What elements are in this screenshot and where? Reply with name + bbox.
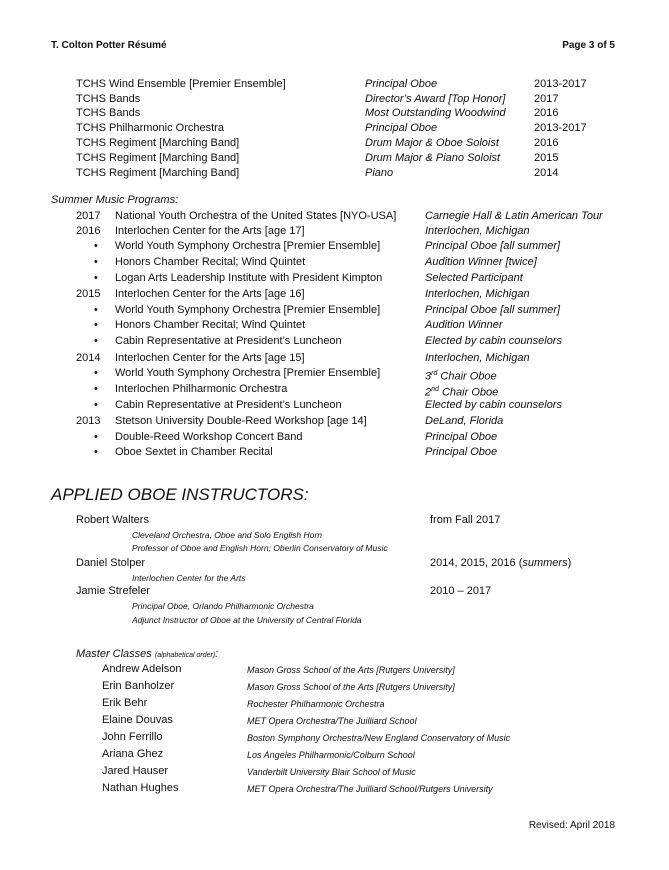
table-row: [0, 106, 669, 121]
master-class-name: John Ferrillo: [102, 731, 163, 743]
program-year: 2013: [76, 415, 101, 427]
master-class-school: Boston Symphony Orchestra/New England Conservatory of Music: [247, 733, 511, 743]
master-classes-heading: Master Classes (alphabetical order):: [76, 648, 219, 660]
bullet: •: [94, 304, 98, 316]
table-row: [0, 121, 669, 136]
band-year: 2014: [534, 167, 559, 179]
list-item: [0, 209, 669, 224]
band-role: Piano: [365, 167, 394, 179]
instructor-detail: Adjunct Instructor of Oboe at the University of Central Florida: [132, 615, 362, 625]
list-item: [0, 287, 669, 302]
program-name: World Youth Symphony Orchestra [Premier Ensemble]: [115, 304, 381, 316]
band-role: Principal Oboe: [365, 78, 438, 90]
master-class-school: MET Opera Orchestra/The Juilliard School/Rutgers University: [247, 784, 493, 794]
master-class-name: Elaine Douvas: [102, 714, 173, 726]
program-name: Double-Reed Workshop Concert Band: [115, 431, 303, 443]
table-row: [0, 166, 669, 181]
bullet: •: [94, 272, 98, 284]
program-detail: Carnegie Hall & Latin American Tour: [425, 210, 603, 222]
program-name: Interlochen Center for the Arts [age 16]: [115, 288, 305, 300]
list-item: [0, 318, 669, 333]
bullet: •: [94, 367, 98, 379]
instructor-detail: Interlochen Center for the Arts: [132, 573, 246, 583]
program-name: Cabin Representative at President’s Luncheon: [115, 335, 342, 347]
bullet: •: [94, 240, 98, 252]
instructor-dates: 2010 – 2017: [430, 585, 492, 597]
list-item: [0, 366, 669, 381]
band-year: 2013-2017: [534, 78, 587, 90]
bullet: •: [94, 431, 98, 443]
program-name: Logan Arts Leadership Institute with President Kimpton: [115, 272, 383, 284]
bullet: •: [94, 383, 98, 395]
instructor-dates: 2014, 2015, 2016 (summers): [430, 557, 572, 569]
program-detail: Elected by cabin counselors: [425, 335, 562, 347]
band-role: Director’s Award [Top Honor]: [365, 93, 506, 105]
program-name: Honors Chamber Recital; Wind Quintet: [115, 256, 306, 268]
table-row: [0, 77, 669, 92]
master-class-school: Mason Gross School of the Arts [Rutgers University]: [247, 665, 455, 675]
table-row: [0, 92, 669, 107]
program-name: Cabin Representative at President’s Luncheon: [115, 399, 342, 411]
master-class-name: Ariana Ghez: [102, 748, 164, 760]
instructor-name: Robert Walters: [76, 514, 149, 526]
master-class-school: MET Opera Orchestra/The Juilliard School: [247, 716, 417, 726]
band-year: 2016: [534, 107, 559, 119]
bullet: •: [94, 335, 98, 347]
band-org: TCHS Regiment [Marching Band]: [76, 137, 240, 149]
instructor-dates: from Fall 2017: [430, 514, 501, 526]
instructor-detail: Principal Oboe, Orlando Philharmonic Orchestra: [132, 601, 314, 611]
band-year: 2015: [534, 152, 559, 164]
program-name: Interlochen Center for the Arts [age 17]: [115, 225, 305, 237]
program-detail: DeLand, Florida: [425, 415, 504, 427]
table-row: [0, 151, 669, 166]
master-class-school: Mason Gross School of the Arts [Rutgers University]: [247, 682, 455, 692]
bullet: •: [94, 446, 98, 458]
list-item: [0, 271, 669, 286]
list-item: [0, 334, 669, 349]
band-org: TCHS Regiment [Marching Band]: [76, 167, 240, 179]
master-class-school: Rochester Philharmonic Orchestra: [247, 699, 385, 709]
list-item: [0, 445, 669, 460]
list-item: [0, 239, 669, 254]
program-detail: Interlochen, Michigan: [425, 352, 530, 364]
instructor-detail: Cleveland Orchestra, Oboe and Solo English Horn: [132, 530, 322, 540]
program-year: 2015: [76, 288, 101, 300]
instructor-name: Jamie Strefeler: [76, 585, 150, 597]
program-detail: 2nd Chair Oboe: [425, 386, 499, 399]
band-org: TCHS Regiment [Marching Band]: [76, 152, 240, 164]
list-item: [0, 430, 669, 445]
program-year: 2017: [76, 210, 101, 222]
master-class-school: Vanderbilt University Blair School of Music: [247, 767, 416, 777]
band-role: Drum Major & Piano Soloist: [365, 152, 501, 164]
program-detail: Principal Oboe: [425, 446, 498, 458]
page-number: Page 3 of 5: [562, 40, 615, 51]
program-name: World Youth Symphony Orchestra [Premier Ensemble]: [115, 367, 381, 379]
revised-date: Revised: April 2018: [528, 820, 615, 831]
program-detail: Audition Winner [twice]: [425, 256, 537, 268]
master-class-name: Nathan Hughes: [102, 782, 179, 794]
table-row: [0, 136, 669, 151]
summer-heading: Summer Music Programs:: [51, 194, 179, 206]
program-detail: Interlochen, Michigan: [425, 225, 530, 237]
list-item: [0, 414, 669, 429]
program-detail: Audition Winner: [425, 319, 503, 331]
instructor-detail: Professor of Oboe and English Horn; Oberlin Conservatory of Music: [132, 543, 388, 553]
master-class-name: Jared Hauser: [102, 765, 169, 777]
program-name: World Youth Symphony Orchestra [Premier Ensemble]: [115, 240, 381, 252]
program-detail: Principal Oboe [all summer]: [425, 240, 561, 252]
instructors-heading: APPLIED OBOE INSTRUCTORS:: [51, 485, 309, 504]
master-class-name: Erin Banholzer: [102, 680, 175, 692]
program-detail: Elected by cabin counselors: [425, 399, 562, 411]
band-org: TCHS Philharmonic Orchestra: [76, 122, 224, 134]
band-org: TCHS Wind Ensemble [Premier Ensemble]: [76, 78, 286, 90]
bullet: •: [94, 256, 98, 268]
master-class-name: Andrew Adelson: [102, 663, 182, 675]
program-name: National Youth Orchestra of the United States [NYO-USA]: [115, 210, 397, 222]
bullet: •: [94, 319, 98, 331]
instructor-name: Daniel Stolper: [76, 557, 146, 569]
program-name: Honors Chamber Recital; Wind Quintet: [115, 319, 306, 331]
band-role: Principal Oboe: [365, 122, 438, 134]
program-detail: Interlochen, Michigan: [425, 288, 530, 300]
resume-title: T. Colton Potter Résumé: [51, 40, 167, 51]
program-name: Interlochen Philharmonic Orchestra: [115, 383, 288, 395]
band-year: 2017: [534, 93, 559, 105]
band-role: Drum Major & Oboe Soloist: [365, 137, 499, 149]
band-org: TCHS Bands: [76, 93, 141, 105]
program-detail: Principal Oboe [all summer]: [425, 304, 561, 316]
program-detail: Selected Participant: [425, 272, 523, 284]
program-year: 2014: [76, 352, 101, 364]
master-class-name: Erik Behr: [102, 697, 148, 709]
program-detail: Principal Oboe: [425, 431, 498, 443]
list-item: [0, 303, 669, 318]
band-org: TCHS Bands: [76, 107, 141, 119]
list-item: [0, 398, 669, 413]
bullet: •: [94, 399, 98, 411]
band-year: 2013-2017: [534, 122, 587, 134]
band-role: Most Outstanding Woodwind: [365, 107, 506, 119]
band-year: 2016: [534, 137, 559, 149]
list-item: [0, 224, 669, 239]
program-year: 2016: [76, 225, 101, 237]
program-name: Oboe Sextet in Chamber Recital: [115, 446, 273, 458]
master-class-school: Los Angeles Philharmonic/Colburn School: [247, 750, 415, 760]
list-item: [0, 255, 669, 270]
program-name: Stetson University Double-Reed Workshop [age 14]: [115, 415, 367, 427]
list-item: [0, 351, 669, 366]
program-detail: 3rd Chair Oboe: [425, 370, 497, 383]
list-item: [0, 382, 669, 397]
program-name: Interlochen Center for the Arts [age 15]: [115, 352, 305, 364]
